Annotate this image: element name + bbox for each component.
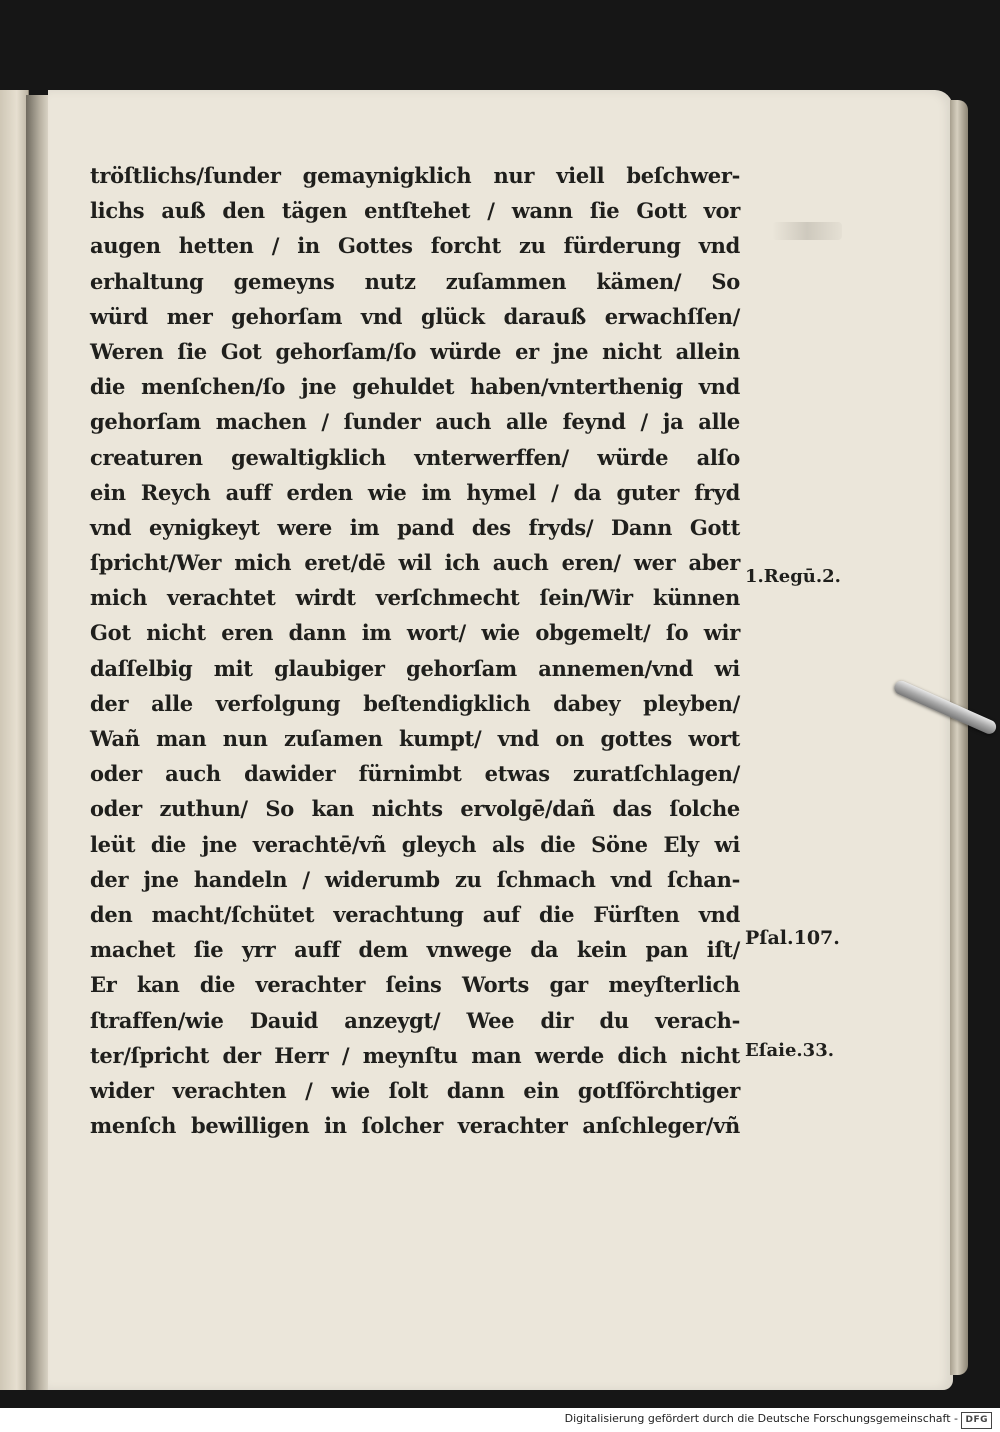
- text-line: machet ſie yrr auff dem vnwege da kein pan iſt/: [90, 937, 740, 963]
- text-line: Er kan die verachter ſeins Worts gar meyſterlich: [90, 972, 740, 998]
- text-line: der jne handeln / widerumb zu ſchmach vnd ſchan-: [90, 866, 740, 892]
- digitization-credit: Digitalisierung gefördert durch die Deutsche Forschungsgemeinschaft -: [564, 1412, 958, 1425]
- text-line: ein Reych auff erden wie im hymel / da guter fryd: [90, 479, 740, 505]
- text-line: lichs auß den tägen entſtehet / wann ſie Gott vor: [90, 198, 740, 224]
- text-line: oder zuthun/ So kan nichts ervolgē/dañ das ſolche: [90, 796, 740, 822]
- footer-bar: [0, 1408, 1000, 1432]
- dfg-logo: DFG: [961, 1412, 992, 1429]
- text-line: Weren ſie Got gehorſam/ſo würde er jne nicht allein: [90, 338, 740, 364]
- text-line: ter/ſpricht der Herr / meynſtu man werde dich nicht: [90, 1042, 740, 1068]
- text-line: würd mer gehorſam vnd glück darauß erwachſſen/: [90, 303, 740, 329]
- right-page-edge: [950, 100, 968, 1375]
- marginal-note-esaie: Eſaie.33.: [745, 1040, 834, 1061]
- page-body-text: [90, 158, 740, 1143]
- show-through-smudge: [772, 222, 842, 240]
- text-line: augen hetten / in Gottes forcht zu fürderung vnd: [90, 233, 740, 259]
- text-line: wider verachten / wie ſolt dann ein gotſförchtiger: [90, 1077, 740, 1103]
- text-line: gehorſam machen / ſunder auch alle feynd / ja alle: [90, 409, 740, 435]
- text-line: Got nicht eren dann im wort/ wie obgemelt/ ſo wir: [90, 620, 740, 646]
- text-line: daſſelbig mit glaubiger gehorſam annemen/vnd wi: [90, 655, 740, 681]
- text-line: creaturen gewaltigklich vnterwerffen/ würde alſo: [90, 444, 740, 470]
- text-line: ſtraffen/wie Dauid anzeygt/ Wee dir du verach-: [90, 1007, 740, 1033]
- text-line: den macht/ſchütet verachtung auf die Fürſten vnd: [90, 901, 740, 927]
- text-line: mich verachtet wirdt verſchmecht ſein/Wir künnen: [90, 585, 740, 611]
- text-line: Wañ man nun zuſamen kumpt/ vnd on gottes wort: [90, 726, 740, 751]
- text-line: ſpricht/Wer mich eret/dē wil ich auch eren/ wer aber: [90, 550, 740, 576]
- text-line: leüt die jne verachtē/vñ gleych als die Söne Ely wi: [90, 831, 740, 857]
- text-line: oder auch dawider fürnimbt etwas zuratſchlagen/: [90, 761, 740, 787]
- text-line: erhaltung gemeyns nutz zuſammen kämen/ So: [90, 268, 740, 294]
- text-line: menſch bewilligen in ſolcher verachter anſchleger/vñ: [90, 1113, 740, 1139]
- text-line: der alle verfolgung beſtendigklich dabey pleyben/: [90, 690, 740, 716]
- text-line: tröſtlichs/ſunder gemaynigklich nur viell beſchwer-: [90, 163, 740, 188]
- marginal-note-regum: 1.Regū.2.: [745, 566, 841, 587]
- left-page-edge: [0, 90, 29, 1390]
- text-line: die menſchen/ſo jne gehuldet haben/vnterthenig vnd: [90, 374, 740, 400]
- marginal-note-psalm: Pſal.107.: [745, 927, 840, 949]
- text-line: vnd eynigkeyt were im pand des fryds/ Dann Gott: [90, 514, 740, 540]
